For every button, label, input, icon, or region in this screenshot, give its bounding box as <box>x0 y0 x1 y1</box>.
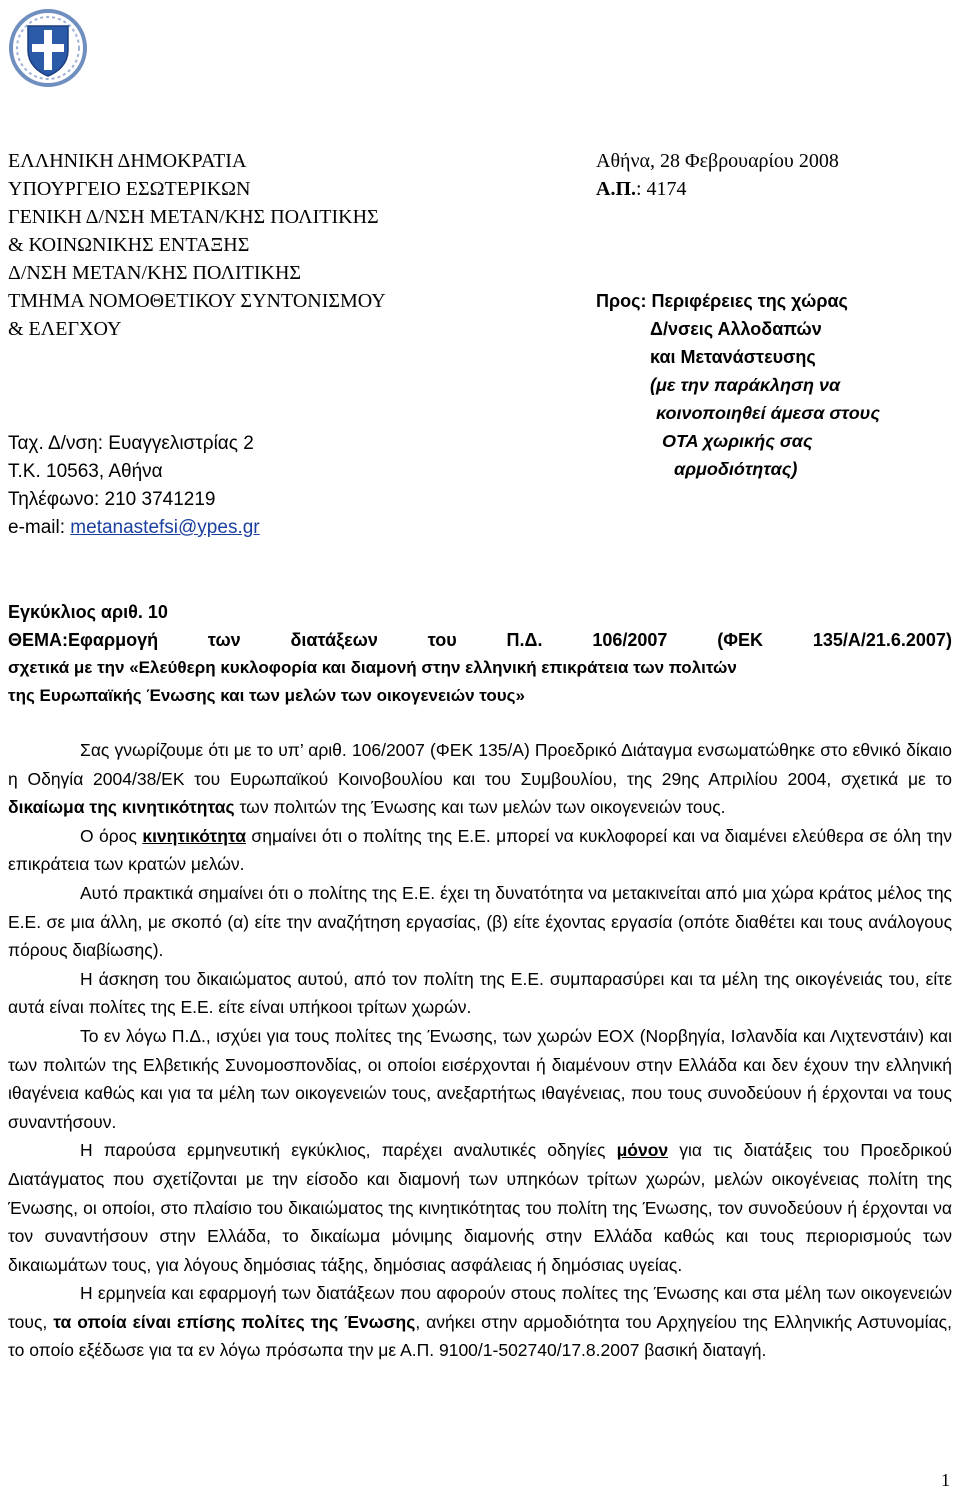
subject-word: (ΦΕΚ <box>717 630 763 650</box>
subject-word: ΘΕΜΑ:Εφαρμογή <box>8 630 159 650</box>
header-line: Δ/ΝΣΗ ΜΕΤΑΝ/ΚΗΣ ΠΟΛΙΤΙΚΗΣ <box>8 262 302 284</box>
subject-line: της Ευρωπαϊκής Ένωσης και των μελών των οικογενειών τους» <box>8 686 525 705</box>
paragraph-text: Ο όρος <box>80 825 143 846</box>
recipient-label: Προς: <box>596 291 652 311</box>
body-paragraph <box>8 822 952 879</box>
contact-address: Ταχ. Δ/νση: Ευαγγελιστρίας 2 <box>8 433 254 454</box>
header-line: ΤΜΗΜΑ ΝΟΜΟΘΕΤΙΚΟΥ ΣΥΝΤΟΝΙΣΜΟΥ <box>8 290 386 312</box>
body-paragraph <box>8 736 952 822</box>
paragraph-text: Η παρούσα ερμηνευτική εγκύκλιος, παρέχει αναλυτικές οδηγίες <box>80 1140 617 1161</box>
subject-word: των <box>207 630 241 650</box>
circular-number: Εγκύκλιος αριθ. 10 <box>8 602 168 622</box>
page-number: 1 <box>941 1470 950 1490</box>
subject-word: Π.Δ. <box>506 630 543 650</box>
body-paragraph <box>8 1279 952 1365</box>
subject-word: διατάξεων <box>290 630 378 650</box>
paragraph-text: Σας γνωρίζουμε ότι με το υπ’ αριθ. 106/2007 (ΦΕΚ 135/Α) Προεδρικό Διάταγμα ενσωματώθηκε στο εθνικό δίκαιο η Οδηγία 2004/38/ΕΚ του Ευρωπαϊκού Κοινοβουλίου και του Συμβουλίου, της 29ης Απριλίου 2004, σχετικά με το <box>8 740 952 789</box>
body-paragraph: Η άσκηση του δικαιώματος αυτού, από τον πολίτη της Ε.Ε. συμπαρασύρει και τα μέλη της οικογένειάς του, είτε αυτά είναι πολίτες της Ε.Ε. είτε είναι υπήκοοι τρίτων χωρών. <box>8 968 952 1018</box>
paragraph-text: για τις διατάξεις του Προεδρικού Διατάγματος που σχετίζονται με την είσοδο και διαμονή των υπηκόων τρίτων χωρών, μελών οικογένειας πολίτη της Ένωσης, οι οποίοι, στο πλαίσιο του δικαιώματος της κινητικότητας του πολίτη της Ένωσης, τον συνοδεύουν ή έρχονται να τον συναντήσουν στην Ελλάδα, το δικαίωμα μόνιμης διαμονής στην Ελλάδα καθώς και τους περιορισμούς των δικαιωμάτων τους, για λόγους δημόσιας τάξης, δημόσιας ασφάλειας ή δημόσιας υγείας. <box>8 1140 952 1275</box>
header-line: & ΕΛΕΓΧΟΥ <box>8 318 122 340</box>
date-block <box>596 147 839 203</box>
recipient-line: κοινοποιηθεί άμεσα στους <box>656 403 880 423</box>
body-paragraph: Αυτό πρακτικά σημαίνει ότι ο πολίτης της Ε.Ε. έχει τη δυνατότητα να μετακινείται από μια χώρα κράτος μέλος της Ε.Ε. σε μια άλλη, με σκοπό (α) είτε την αναζήτηση εργασίας, (β) είτε έχοντας εργασία (οπότε διαθέτει και τους ανάλογους πόρους διαβίωσης). <box>8 882 952 961</box>
protocol-number: : 4174 <box>636 178 687 200</box>
subject-theme-line <box>8 630 952 651</box>
email-link[interactable]: metanastefsi@ypes.gr <box>70 517 260 538</box>
bold-term: τα οποία είναι επίσης πολίτες της Ένωσης <box>53 1311 416 1332</box>
paragraph-text: των πολιτών της Ένωσης και των μελών των οικογενειών τους. <box>234 797 726 818</box>
recipient-line: ΟΤΑ χωρικής σας <box>662 431 813 451</box>
protocol-label: Α.Π. <box>596 178 636 200</box>
header-line: ΓΕΝΙΚΗ Δ/ΝΣΗ ΜΕΤΑΝ/ΚΗΣ ΠΟΛΙΤΙΚΗΣ <box>8 206 379 228</box>
recipient-line: Περιφέρειες της χώρας <box>651 291 848 311</box>
ministry-header <box>8 147 386 343</box>
bold-term: μόνον <box>616 1140 669 1161</box>
recipient-line: Δ/νσεις Αλλοδαπών <box>650 319 822 339</box>
subject-line: σχετικά με την «Ελεύθερη κυκλοφορία και διαμονή στην ελληνική επικράτεια των πολιτών <box>8 658 737 677</box>
subject-word: του <box>427 630 457 650</box>
subject-word: 106/2007 <box>592 630 668 650</box>
email-label: e-mail: <box>8 517 71 538</box>
paragraph-text: σημαίνει ότι ο πολίτης της Ε.Ε. μπορεί να κυκλοφορεί και να διαμένει ελεύθερα σε όλη την επικράτεια των κρατών μελών. <box>8 825 952 875</box>
recipient-line: και Μετανάστευσης <box>650 347 816 367</box>
bold-term: κινητικότητα <box>142 825 246 846</box>
subject-word: 135/Α/21.6.2007) <box>812 630 952 650</box>
contact-email-row <box>8 514 260 542</box>
recipient-line: αρμοδιότητας) <box>674 459 798 479</box>
paragraph-text: , ανήκει στην αρμοδιότητα του Αρχηγείου της Ελληνικής Αστυνομίας, το οποίο εξέδωσε για τα εν λόγω πρόσωπα την με Α.Π. 9100/1-502740/17.8.2007 βασική διαταγή. <box>8 1311 952 1361</box>
paragraph-text: Η ερμηνεία και εφαρμογή των διατάξεων που αφορούν στους πολίτες της Ένωσης και στα μέλη των οικογενειών τους, <box>8 1283 952 1332</box>
contact-block <box>8 430 260 542</box>
header-line: ΕΛΛΗΝΙΚΗ ΔΗΜΟΚΡΑΤΙΑ <box>8 150 247 172</box>
header-line: & ΚΟΙΝΩΝΙΚΗΣ ΕΝΤΑΞΗΣ <box>8 234 250 256</box>
body-paragraph: Το εν λόγω Π.Δ., ισχύει για τους πολίτες της Ένωσης, των χωρών ΕΟΧ (Νορβηγία, Ισλανδία και Λιχτενστάιν) και των πολιτών της Ελβετικής Συνομοσπονδίας, οι οποίοι εισέρχονται ή διαμένουν στην Ελλάδα και δεν έχουν την ελληνική ιθαγένεια καθώς και για τα μέλη των οικογενειών τους, ανεξαρτήτως ιθαγένειας, που τους συνοδεύουν ή έρχονται να τους συναντήσουν. <box>8 1025 952 1132</box>
circular-body <box>8 736 952 1365</box>
body-paragraph <box>8 1136 952 1279</box>
protocol-number-row <box>596 175 839 203</box>
recipient-to-row <box>596 287 848 315</box>
contact-phone: Τηλέφωνο: 210 3741219 <box>8 489 216 510</box>
greek-coat-of-arms-emblem <box>8 8 88 88</box>
document-date: Αθήνα, 28 Φεβρουαρίου 2008 <box>596 150 839 172</box>
contact-postal: Τ.Κ. 10563, Αθήνα <box>8 461 163 482</box>
bold-term: δικαίωμα της κινητικότητας <box>8 797 235 818</box>
recipient-line: (με την παράκληση να <box>650 375 841 395</box>
header-line: ΥΠΟΥΡΓΕΙΟ ΕΣΩΤΕΡΙΚΩΝ <box>8 178 251 200</box>
